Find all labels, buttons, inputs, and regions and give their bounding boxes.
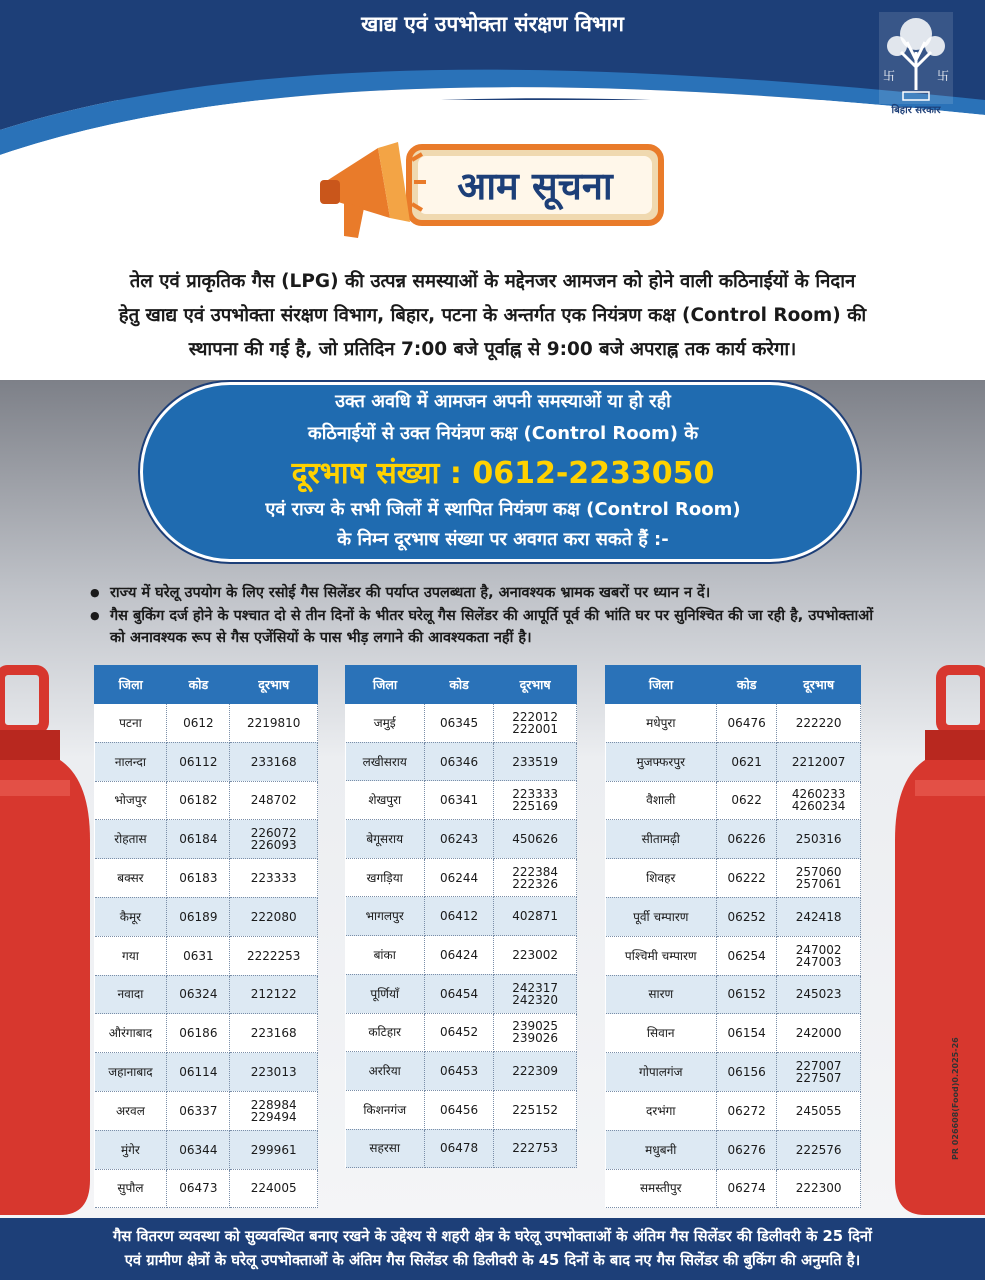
code-cell: 06478 <box>424 1129 493 1168</box>
district-cell: सिवान <box>606 1014 717 1053</box>
district-cell: नवादा <box>95 975 167 1014</box>
code-cell: 06274 <box>717 1169 777 1208</box>
table-row <box>95 1014 318 1053</box>
gas-cylinder-right-image <box>875 660 985 1220</box>
district-cell: मुंगेर <box>95 1130 167 1169</box>
code-cell: 0612 <box>167 704 230 743</box>
megaphone-icon <box>318 140 428 240</box>
table-row <box>95 975 318 1014</box>
phone-cell: 233168 <box>230 742 318 781</box>
banner-inner <box>418 156 652 214</box>
banner-box <box>406 144 664 226</box>
district-cell: शिवहर <box>606 859 717 898</box>
table-row <box>95 936 318 975</box>
phone-cell: 222220 <box>777 704 861 743</box>
district-cell: पटना <box>95 704 167 743</box>
phone-cell: 222384 222326 <box>494 858 577 897</box>
bullet-item: ● राज्य में घरेलू उपयोग के लिए रसोई गैस सिलेंडर की पर्याप्त उपलब्धता है, अनावश्यक भ्रामक खबरों पर ध्यान न दें। <box>90 582 880 604</box>
table-row <box>95 820 318 859</box>
district-cell: सीतामढ़ी <box>606 820 717 859</box>
district-cell: पश्चिमी चम्पारण <box>606 936 717 975</box>
district-cell: दरभंगा <box>606 1091 717 1130</box>
table-row <box>346 742 577 781</box>
table-row <box>606 936 861 975</box>
district-cell: बक्सर <box>95 859 167 898</box>
district-table-2 <box>345 665 577 1168</box>
table-body <box>95 704 318 1208</box>
code-cell: 06452 <box>424 1013 493 1052</box>
table-row <box>346 1013 577 1052</box>
pill-line-4: के निम्न दूरभाष संख्या पर अवगत करा सकते हैं :- <box>337 529 669 550</box>
phone-cell: 242418 <box>777 897 861 936</box>
code-cell: 06183 <box>167 859 230 898</box>
code-cell: 06244 <box>424 858 493 897</box>
district-cell: गया <box>95 936 167 975</box>
code-cell: 06252 <box>717 897 777 936</box>
table-row <box>95 742 318 781</box>
column-header-district: जिला <box>346 666 425 704</box>
column-header-code: कोड <box>167 666 230 704</box>
district-cell: लखीसराय <box>346 742 425 781</box>
code-cell: 06344 <box>167 1130 230 1169</box>
table-row <box>95 897 318 936</box>
district-cell: अरवल <box>95 1091 167 1130</box>
phone-cell: 222576 <box>777 1130 861 1169</box>
release-code-text: PR 026608(Food)0.2025-26 <box>951 1037 960 1160</box>
column-header-district: जिला <box>95 666 167 704</box>
svg-text:卐: 卐 <box>937 69 950 83</box>
district-cell: सुपौल <box>95 1169 167 1208</box>
district-cell: खगड़िया <box>346 858 425 897</box>
footer-line-1: गैस वितरण व्यवस्था को सुव्यवस्थित बनाए रखने के उद्देश्य से शहरी क्षेत्र के घरेलू उपभोक्ताओं के अंतिम गैस सिलेंडर की डिलीवरी के 25 दिनों <box>113 1228 872 1245</box>
district-cell: नालन्दा <box>95 742 167 781</box>
code-cell: 06114 <box>167 1053 230 1092</box>
table-row <box>346 897 577 936</box>
phone-cell: 222080 <box>230 897 318 936</box>
phone-cell: 242000 <box>777 1014 861 1053</box>
table-row <box>346 974 577 1013</box>
phone-cell: 224005 <box>230 1169 318 1208</box>
intro-paragraph <box>40 265 945 367</box>
phone-cell: 245023 <box>777 975 861 1014</box>
table-row <box>346 1052 577 1091</box>
district-cell: औरंगाबाद <box>95 1014 167 1053</box>
code-cell: 06476 <box>717 704 777 743</box>
intro-line-2: हेतु खाद्य एवं उपभोक्ता संरक्षण विभाग, बिहार, पटना के अन्तर्गत एक नियंत्रण कक्ष (Control Room) की <box>118 305 867 326</box>
code-cell: 06337 <box>167 1091 230 1130</box>
release-code <box>948 1030 962 1160</box>
district-cell: भागलपुर <box>346 897 425 936</box>
table-body <box>346 704 577 1168</box>
phone-cell: 257060 257061 <box>777 859 861 898</box>
phone-cell: 239025 239026 <box>494 1013 577 1052</box>
district-cell: बेगूसराय <box>346 820 425 859</box>
table-row <box>95 859 318 898</box>
district-table-3 <box>605 665 861 1208</box>
table-row <box>95 1169 318 1208</box>
code-cell: 0631 <box>167 936 230 975</box>
code-cell: 06254 <box>717 936 777 975</box>
code-cell: 06324 <box>167 975 230 1014</box>
table-row <box>606 1169 861 1208</box>
phone-cell: 248702 <box>230 781 318 820</box>
phone-cell: 223013 <box>230 1053 318 1092</box>
table-row <box>95 1130 318 1169</box>
phone-cell: 2219810 <box>230 704 318 743</box>
pill-line-1: उक्त अवधि में आमजन अपनी समस्याओं या हो रही <box>335 391 671 412</box>
phone-cell: 222753 <box>494 1129 577 1168</box>
code-cell: 06341 <box>424 781 493 820</box>
district-cell: शेखपुरा <box>346 781 425 820</box>
column-header-code: कोड <box>424 666 493 704</box>
intro-line-1: तेल एवं प्राकृतिक गैस (LPG) की उत्पन्न समस्याओं के मद्देनजर आमजन को होने वाली कठिनाईयों के निदान <box>129 271 856 292</box>
intro-line-3: स्थापना की गई है, जो प्रतिदिन 7:00 बजे पूर्वाह्न से 9:00 बजे अपराह्न तक कार्य करेगा। <box>188 339 797 360</box>
column-header-district: जिला <box>606 666 717 704</box>
table-row <box>346 704 577 743</box>
district-cell: भोजपुर <box>95 781 167 820</box>
code-cell: 06276 <box>717 1130 777 1169</box>
phone-cell: 245055 <box>777 1091 861 1130</box>
phone-cell: 222012 222001 <box>494 704 577 743</box>
table-row <box>606 1091 861 1130</box>
table-row <box>606 820 861 859</box>
pill-line-3: एवं राज्य के सभी जिलों में स्थापित नियंत्रण कक्ष (Control Room) <box>265 499 741 520</box>
phone-cell: 250316 <box>777 820 861 859</box>
phone-cell: 212122 <box>230 975 318 1014</box>
district-cell: वैशाली <box>606 781 717 820</box>
code-cell: 06412 <box>424 897 493 936</box>
district-cell: मधुबनी <box>606 1130 717 1169</box>
logo-caption: बिहार सरकार <box>891 105 941 116</box>
phone-cell: 402871 <box>494 897 577 936</box>
footer-line-2: एवं ग्रामीण क्षेत्रों के घरेलू उपभोक्ताओं के अंतिम गैस सिलेंडर की डिलीवरी के 45 दिनों के बाद नए गैस सिलेंडर की बुकिंग की अनुमति है। <box>124 1252 861 1269</box>
column-header-phone: दूरभाष <box>777 666 861 704</box>
district-cell: रोहतास <box>95 820 167 859</box>
district-cell: मुजफ्फरपुर <box>606 742 717 781</box>
table-row <box>95 1091 318 1130</box>
code-cell: 06243 <box>424 820 493 859</box>
table-row <box>346 1090 577 1129</box>
district-table-1 <box>94 665 318 1208</box>
table-row <box>95 1053 318 1092</box>
svg-text:卐: 卐 <box>883 69 896 83</box>
table-row <box>95 704 318 743</box>
phone-cell: 2222253 <box>230 936 318 975</box>
phone-cell: 223002 <box>494 936 577 975</box>
banner-title: आम सूचना <box>457 164 613 208</box>
code-cell: 06424 <box>424 936 493 975</box>
footer-notice <box>0 1218 985 1280</box>
table-row <box>606 742 861 781</box>
phone-cell: 223333 225169 <box>494 781 577 820</box>
table-body <box>606 704 861 1208</box>
bullet-item: ● गैस बुकिंग दर्ज होने के पश्चात दो से तीन दिनों के भीतर घरेलू गैस सिलेंडर की आपूर्ति पूर्व की भांति घर पर सुनिश्चित की जा रही है, उपभोक्ताओं को अनावश्यक रूप से गैस एजेंसियों के पास भीड़ लगाने की आवश्यकता नहीं है। <box>90 605 880 649</box>
table-row <box>606 897 861 936</box>
table-row <box>606 859 861 898</box>
code-cell: 06186 <box>167 1014 230 1053</box>
phone-cell: 225152 <box>494 1090 577 1129</box>
district-cell: कैमूर <box>95 897 167 936</box>
phone-cell: 247002 247003 <box>777 936 861 975</box>
department-title: खाद्य एवं उपभोक्ता संरक्षण विभाग <box>361 12 624 36</box>
column-header-phone: दूरभाष <box>230 666 318 704</box>
table-row <box>346 858 577 897</box>
table-row <box>95 781 318 820</box>
phone-cell: 2212007 <box>777 742 861 781</box>
code-cell: 06154 <box>717 1014 777 1053</box>
phone-cell: 228984 229494 <box>230 1091 318 1130</box>
code-cell: 06152 <box>717 975 777 1014</box>
district-cell: समस्तीपुर <box>606 1169 717 1208</box>
code-cell: 0622 <box>717 781 777 820</box>
notice-bullets <box>90 582 880 650</box>
table-row <box>346 1129 577 1168</box>
phone-cell: 227007 227507 <box>777 1053 861 1092</box>
phone-cell: 222300 <box>777 1169 861 1208</box>
table-row <box>606 781 861 820</box>
column-header-phone: दूरभाष <box>494 666 577 704</box>
table-row <box>346 781 577 820</box>
control-room-pill <box>140 382 860 562</box>
district-cell: कटिहार <box>346 1013 425 1052</box>
pill-line-2: कठिनाईयों से उक्त नियंत्रण कक्ष (Control Room) के <box>307 423 699 444</box>
code-cell: 06222 <box>717 859 777 898</box>
table-row <box>606 704 861 743</box>
table-row <box>346 820 577 859</box>
code-cell: 06184 <box>167 820 230 859</box>
code-cell: 06182 <box>167 781 230 820</box>
table-row <box>606 1014 861 1053</box>
phone-cell: 222309 <box>494 1052 577 1091</box>
code-cell: 0621 <box>717 742 777 781</box>
notice-banner <box>318 140 670 240</box>
phone-cell: 223168 <box>230 1014 318 1053</box>
phone-cell: 233519 <box>494 742 577 781</box>
code-cell: 06346 <box>424 742 493 781</box>
district-cell: बांका <box>346 936 425 975</box>
district-cell: जहानाबाद <box>95 1053 167 1092</box>
phone-cell: 242317 242320 <box>494 974 577 1013</box>
district-cell: पूर्णियाँ <box>346 974 425 1013</box>
table-row <box>606 1053 861 1092</box>
district-cell: सहरसा <box>346 1129 425 1168</box>
district-cell: गोपालगंज <box>606 1053 717 1092</box>
phone-cell: 4260233 4260234 <box>777 781 861 820</box>
code-cell: 06454 <box>424 974 493 1013</box>
code-cell: 06226 <box>717 820 777 859</box>
column-header-code: कोड <box>717 666 777 704</box>
phone-cell: 223333 <box>230 859 318 898</box>
code-cell: 06456 <box>424 1090 493 1129</box>
district-cell: सारण <box>606 975 717 1014</box>
code-cell: 06156 <box>717 1053 777 1092</box>
phone-cell: 226072 226093 <box>230 820 318 859</box>
table-row <box>606 1130 861 1169</box>
code-cell: 06112 <box>167 742 230 781</box>
code-cell: 06272 <box>717 1091 777 1130</box>
district-cell: अररिया <box>346 1052 425 1091</box>
table-row <box>606 975 861 1014</box>
code-cell: 06473 <box>167 1169 230 1208</box>
table-row <box>346 936 577 975</box>
bihar-government-logo <box>879 12 953 112</box>
code-cell: 06453 <box>424 1052 493 1091</box>
code-cell: 06189 <box>167 897 230 936</box>
code-cell: 06345 <box>424 704 493 743</box>
district-cell: मधेपुरा <box>606 704 717 743</box>
district-cell: जमुई <box>346 704 425 743</box>
district-cell: किशनगंज <box>346 1090 425 1129</box>
phone-cell: 450626 <box>494 820 577 859</box>
district-cell: पूर्वी चम्पारण <box>606 897 717 936</box>
phone-cell: 299961 <box>230 1130 318 1169</box>
control-room-phone: दूरभाष संख्या : 0612-2233050 <box>291 456 715 491</box>
